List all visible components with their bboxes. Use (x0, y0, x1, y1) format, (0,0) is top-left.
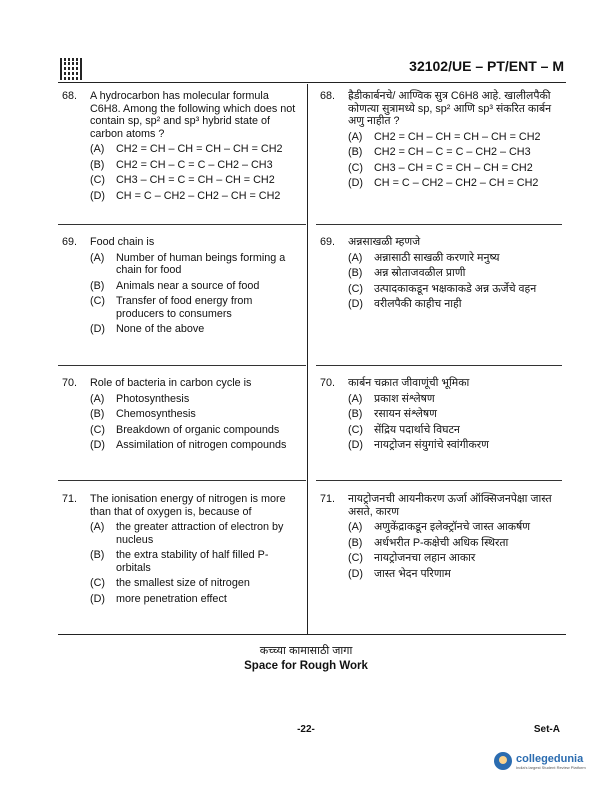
option-row (62, 159, 300, 172)
option-row (62, 323, 300, 336)
option-text: जास्त भेदन परिणाम (374, 567, 451, 580)
option-text: the extra stability of half filled P-orbitals (116, 549, 269, 574)
option-label: (A) (90, 251, 105, 264)
option-text: CH2 = CH – CH = CH – CH = CH2 (374, 130, 541, 143)
question-block (62, 377, 300, 452)
option-row (320, 521, 556, 534)
option-row (320, 177, 556, 190)
question-separator (316, 480, 562, 481)
question-number: 68. (320, 90, 336, 102)
question-block (320, 493, 556, 580)
option-row (62, 252, 300, 277)
option-row (320, 408, 556, 421)
option-label: (C) (90, 577, 105, 589)
question-block (320, 377, 556, 452)
question-block (62, 236, 300, 336)
option-text: नायट्रोजनचा लहान आकार (374, 552, 476, 564)
option-row (62, 190, 300, 203)
option-text: Assimilation of nitrogen compounds (116, 439, 287, 451)
option-row (320, 552, 556, 565)
option-label: (C) (90, 174, 105, 186)
brand-logo-icon (494, 752, 512, 770)
option-label: (C) (348, 552, 363, 564)
paper-code: 32102/UE – PT/ENT – M (409, 58, 564, 74)
question-block (62, 493, 300, 605)
option-text: अर्धभरीत P-कक्षेची अधिक स्थिरता (374, 536, 509, 549)
option-row (320, 568, 556, 581)
option-label: (B) (348, 146, 363, 158)
option-label: (A) (90, 143, 105, 155)
option-label: (A) (90, 521, 105, 533)
question-number: 70. (62, 377, 78, 389)
page-number: -22- (297, 724, 315, 735)
option-label: (C) (90, 423, 105, 436)
option-label: (C) (348, 423, 363, 436)
question-text: The ionisation energy of nitrogen is more than that of oxygen is, because of (90, 493, 286, 518)
rough-work-label: Space for Rough Work (244, 660, 368, 672)
question-separator (58, 365, 306, 366)
question-number: 71. (62, 493, 78, 505)
option-row (62, 424, 300, 437)
question-separator (58, 480, 306, 481)
option-label: (A) (348, 392, 363, 405)
option-label: (D) (90, 189, 105, 202)
option-row (62, 174, 300, 187)
option-text: more penetration effect (116, 592, 227, 605)
brand-name: collegedunia (516, 752, 584, 765)
option-text: नायट्रोजन संयुगांचे स्वांगीकरण (374, 439, 489, 451)
option-row (62, 408, 300, 421)
option-text: अन्नासाठी साखळी करणारे मनुष्य (374, 251, 500, 264)
qr-code (60, 58, 82, 80)
option-text: CH = C – CH2 – CH2 – CH = CH2 (116, 189, 281, 202)
option-row (62, 393, 300, 406)
option-text: None of the above (116, 323, 205, 335)
option-label: (B) (348, 536, 363, 549)
brand-tagline: India's largest Student Review Platform (516, 764, 586, 770)
option-label: (B) (90, 158, 105, 171)
option-label: (D) (90, 439, 105, 451)
question-text: A hydrocarbon has molecular formula C6H8. Among the following which does not contain sp, sp² and sp³ hybrid state of carbon atoms ? (90, 90, 296, 140)
rough-work-label-hindi: कच्च्या कामासाठी जागा (259, 645, 353, 657)
option-label: (B) (348, 267, 363, 279)
option-row (62, 295, 300, 320)
option-row (320, 439, 556, 452)
question-block (320, 90, 556, 190)
option-text: अणुकेंद्राकडून इलेक्ट्रॉनचे जास्त आकर्षण (374, 521, 531, 533)
option-row (62, 280, 300, 293)
question-number: 71. (320, 493, 336, 505)
option-text: प्रकाश संश्लेषण (374, 392, 435, 405)
option-label: (D) (90, 323, 105, 335)
option-text: CH = C – CH2 – CH2 – CH = CH2 (374, 177, 539, 189)
column-divider (307, 84, 308, 634)
set-label: Set-A (533, 724, 560, 735)
option-row (62, 521, 300, 546)
question-block (320, 236, 556, 311)
option-text: Transfer of food energy from producers to consumers (116, 295, 253, 320)
option-row (62, 593, 300, 606)
option-row (62, 549, 300, 574)
option-text: Chemosynthesis (116, 408, 196, 420)
question-number: 68. (62, 90, 78, 102)
option-text: CH2 = CH – CH = CH – CH = CH2 (116, 143, 283, 155)
option-text: Number of human beings forming a chain for food (116, 251, 286, 276)
question-text: नायट्रोजनची आयनीकरण ऊर्जा ऑक्सिजनपेक्षा जास्त असते, कारण (348, 493, 552, 518)
option-label: (B) (90, 549, 105, 561)
option-row (320, 283, 556, 296)
option-label: (D) (348, 439, 363, 451)
option-text: the greater attraction of electron by nucleus (116, 521, 284, 546)
question-separator (58, 224, 306, 225)
option-row (320, 252, 556, 265)
question-number: 69. (62, 236, 78, 248)
question-text: ह्रैडीकार्बनचे/ आण्विक सुत्र C6H8 आहे. खालीलपैकी कोणत्या सुत्रामध्ये sp, sp² आणि sp³ संकरित कार्बन अणु नाहीत ? (348, 90, 552, 127)
option-label: (B) (90, 408, 105, 420)
option-text: Animals near a source of food (116, 279, 260, 292)
brand-watermark (494, 752, 586, 770)
option-text: Breakdown of organic compounds (116, 423, 280, 436)
question-number: 70. (320, 377, 336, 389)
option-label: (D) (348, 177, 363, 189)
question-text: Role of bacteria in carbon cycle is (90, 377, 252, 389)
question-text: कार्बन चक्रात जीवाणूंची भूमिका (348, 377, 470, 389)
option-label: (D) (348, 567, 363, 580)
option-label: (A) (348, 251, 363, 264)
option-row (320, 131, 556, 144)
option-label: (A) (348, 130, 363, 143)
option-label: (A) (90, 392, 105, 405)
option-row (320, 298, 556, 311)
option-text: रसायन संश्लेषण (374, 408, 437, 420)
option-text: CH2 = CH – C = C – CH2 – CH3 (116, 158, 273, 171)
question-number: 69. (320, 236, 336, 248)
option-row (62, 143, 300, 156)
rough-work-divider (58, 634, 566, 635)
question-block (62, 90, 300, 202)
option-row (320, 424, 556, 437)
option-label: (A) (348, 521, 363, 533)
option-text: CH3 – CH = C = CH – CH = CH2 (116, 174, 275, 186)
option-label: (C) (90, 295, 105, 307)
option-label: (D) (348, 298, 363, 310)
option-row (320, 267, 556, 280)
option-text: CH3 – CH = C = CH – CH = CH2 (374, 161, 533, 174)
question-separator (316, 365, 562, 366)
option-row (320, 146, 556, 159)
option-row (62, 439, 300, 452)
header-divider (58, 82, 566, 83)
option-label: (C) (348, 282, 363, 295)
option-row (320, 393, 556, 406)
option-label: (B) (348, 408, 363, 420)
question-text: Food chain is (90, 236, 155, 248)
option-text: the smallest size of nitrogen (116, 577, 250, 589)
option-text: अन्न स्रोताजवळील प्राणी (374, 267, 466, 279)
option-label: (D) (90, 592, 105, 605)
option-row (320, 537, 556, 550)
option-text: उत्पादकाकडून भक्षकाकडे अन्न ऊर्जेचे वहन (374, 282, 537, 295)
option-label: (C) (348, 161, 363, 174)
option-label: (B) (90, 279, 105, 292)
option-text: सेंद्रिय पदार्थाचे विघटन (374, 423, 460, 436)
option-text: Photosynthesis (116, 392, 190, 405)
option-row (62, 577, 300, 590)
question-separator (316, 224, 562, 225)
option-text: CH2 = CH – C = C – CH2 – CH3 (374, 146, 531, 158)
option-text: वरीलपैकी काहीच नाही (374, 298, 462, 310)
option-row (320, 162, 556, 175)
question-text: अन्नसाखळी म्हणजे (348, 236, 421, 248)
